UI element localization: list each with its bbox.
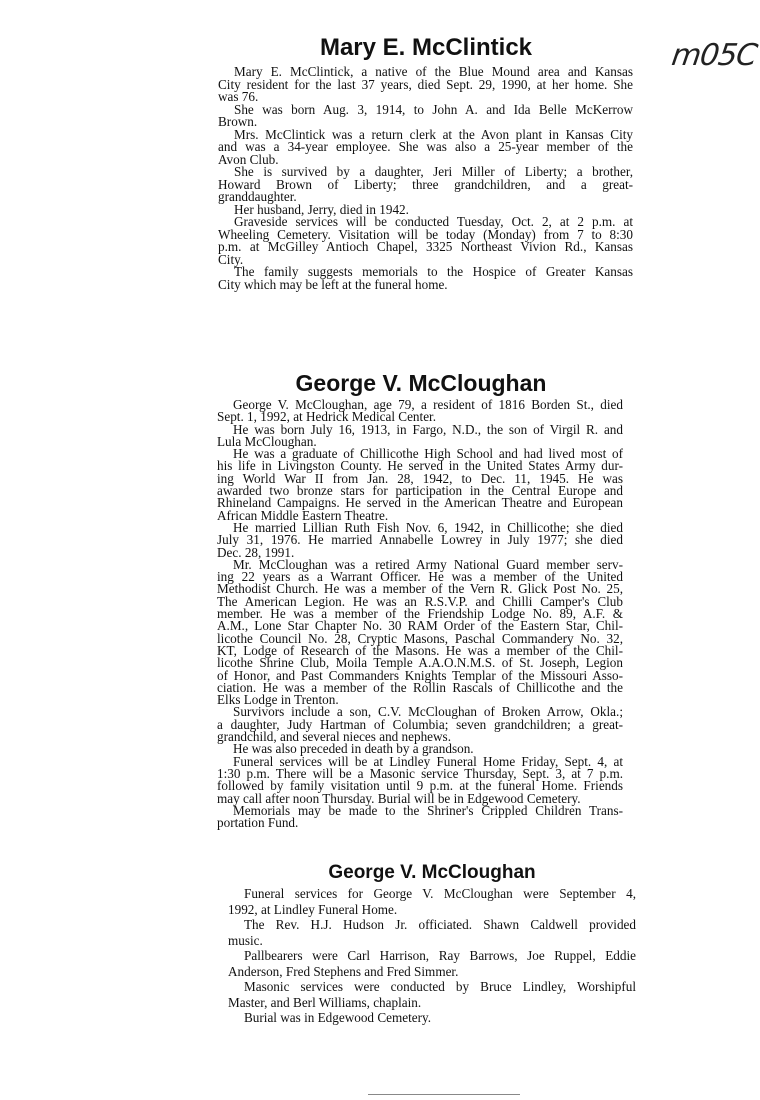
text-line: Rhineland Campaigns. He served in the American Theatre and European [217, 495, 623, 511]
text-line: The Rev. H.J. Hudson Jr. officiated. Shawn Caldwell provided [244, 917, 636, 932]
article-body-mccloughan-services [228, 886, 636, 1026]
text-line: followed by family visitation until 9 p.m. at the funeral Home. Friends [217, 778, 623, 794]
text-line: The family suggests memorials to the Hospice of Greater Kansas [234, 264, 633, 279]
text-line: Methodist Church. He was a member of the Vern R. Glick Post No. 25, [217, 581, 623, 597]
text-line: ing 22 years as a Warrant Officer. He was a member of the United [217, 569, 623, 585]
text-line: licothe Shrine Club, Moila Temple A.A.O.N.M.S. of St. Joseph, Legion [217, 655, 623, 671]
text-line: member. He was a member of the Friendship Lodge No. 89, A.F. & [217, 606, 623, 622]
text-line: his life in Livingston County. He served in the United States Army dur- [217, 458, 623, 474]
article-body-mcclintick [218, 66, 633, 291]
text-line: City which may be left at the funeral home. [218, 276, 448, 292]
text-line: Master, and Berl Williams, chaplain. [228, 994, 422, 1010]
text-line: KT, Lodge of Research of the Masons. He was a member of the Chil- [217, 642, 623, 658]
text-line: City. [218, 251, 244, 267]
text-line: Elks Lodge in Trenton. [217, 692, 339, 708]
text-line: African Middle Eastern Theatre. [217, 507, 389, 523]
text-line: a daughter, Judy Hartman of Columbia; seven grandchildren; a great- [217, 716, 623, 732]
text-line: and was a 34-year employee. She was also a 25-year member of the [218, 139, 633, 154]
text-line: Wheeling Cemetery. Visitation will be today (Monday) from 7 to 8:30 [218, 226, 633, 242]
text-line: Howard Brown of Liberty; three grandchildren, and a great- [218, 176, 633, 192]
article-title-mccloughan-services: George V. McCloughan [328, 862, 536, 883]
text-line: Sept. 1, 1992, at Hedrick Medical Center. [217, 409, 437, 425]
text-line: The American Legion. He was an R.S.V.P. and Chilli Camper's Club [217, 593, 623, 609]
text-line: Memorials may be made to the Shriner's Crippled Children Trans- [233, 802, 623, 818]
text-line: Pallbearers were Carl Harrison, Ray Barrows, Joe Ruppel, Eddie [244, 948, 636, 963]
text-line: licothe Council No. 28, Cryptic Masons, Paschal Commandery No. 32, [217, 630, 623, 646]
bottom-rule [368, 1094, 520, 1095]
text-line: Brown. [218, 114, 258, 129]
text-line: Avon Club. [218, 151, 279, 167]
text-line: Lula McCloughan. [217, 433, 317, 449]
text-line: Anderson, Fred Stephens and Fred Simmer. [228, 963, 459, 979]
text-line: grandchild, and several nieces and nephews. [217, 729, 451, 745]
text-line: Her husband, Jerry, died in 1942. [234, 201, 409, 217]
text-line: of Honor, and Past Commanders Knights Templar of the Missouri Asso- [217, 667, 623, 683]
text-line: Burial was in Edgewood Cemetery. [244, 1010, 432, 1025]
text-line: may call after noon Thursday. Burial will be in Edgewood Cemetery. [217, 790, 581, 806]
text-line: portation Fund. [217, 815, 299, 831]
article-title-mccloughan: George V. McCloughan [295, 370, 547, 396]
text-line: Funeral services will be at Lindley Funeral Home Friday, Sept. 4, at [233, 753, 623, 769]
text-line: Mary E. McClintick, a native of the Blue Mound area and Kansas [234, 64, 633, 79]
text-line: City resident for the last 37 years, died Sept. 29, 1990, at her home. She [218, 76, 633, 92]
text-line: George V. McCloughan, age 79, a resident of 1816 Borden St., died [233, 397, 623, 412]
text-line: He was born July 16, 1913, in Fargo, N.D., the son of Virgil R. and [233, 421, 623, 437]
text-line: July 31, 1976. He married Annabelle Lowrey in July 1977; she died [217, 532, 623, 548]
text-line: She is survived by a daughter, Jeri Miller of Liberty; a brother, [234, 164, 633, 179]
article-title-mclintick: Mary E. McClintick [319, 34, 533, 61]
text-line: p.m. at McGilley Antioch Chapel, 3325 Northeast Vivion Rd., Kansas [218, 239, 633, 254]
text-line: Dec. 28, 1991. [217, 544, 295, 560]
text-line: music. [228, 932, 263, 948]
text-line: Funeral services for George V. McCloughan were September 4, [244, 886, 636, 901]
text-line: He was a graduate of Chillicothe High School and had lived most of [233, 446, 623, 462]
text-line: He married Lillian Ruth Fish Nov. 6, 1942, in Chillicothe; she died [233, 519, 623, 535]
text-line: He was also preceded in death by a grandson. [233, 741, 474, 757]
text-line: 1:30 p.m. There will be a Masonic service Thursday, Sept. 3, at 7 p.m. [217, 765, 623, 781]
text-line: 1992, at Lindley Funeral Home. [228, 901, 398, 917]
text-line: Graveside services will be conducted Tuesday, Oct. 2, at 2 p.m. at [234, 214, 633, 229]
text-line: ciation. He was a member of the Rollin Rascals of Chillicothe and the [217, 679, 623, 695]
text-line: She was born Aug. 3, 1914, to John A. and Ida Belle McKerrow [234, 101, 633, 117]
text-line: ing World War II from Jan. 28, 1942, to Dec. 11, 1945. He was [217, 470, 623, 486]
text-line: Mr. McCloughan was a retired Army National Guard member serv- [233, 556, 623, 572]
text-line: Survivors include a son, C.V. McCloughan of Broken Arrow, Okla.; [233, 704, 623, 720]
text-line: was 76. [218, 89, 259, 104]
handwritten-annotation: m05C [669, 38, 759, 73]
article-body-mccloughan [217, 399, 623, 829]
text-line: Masonic services were conducted by Bruce Lindley, Worshipful [244, 979, 636, 994]
text-line: granddaughter. [218, 189, 297, 204]
text-line: A.M., Lone Star Chapter No. 30 RAM Order of the Eastern Star, Chil- [217, 618, 623, 634]
text-line: awarded two bronze stars for participation in the Central Europe and [217, 483, 623, 499]
text-line: Mrs. McClintick was a return clerk at the Avon plant in Kansas City [234, 126, 633, 142]
